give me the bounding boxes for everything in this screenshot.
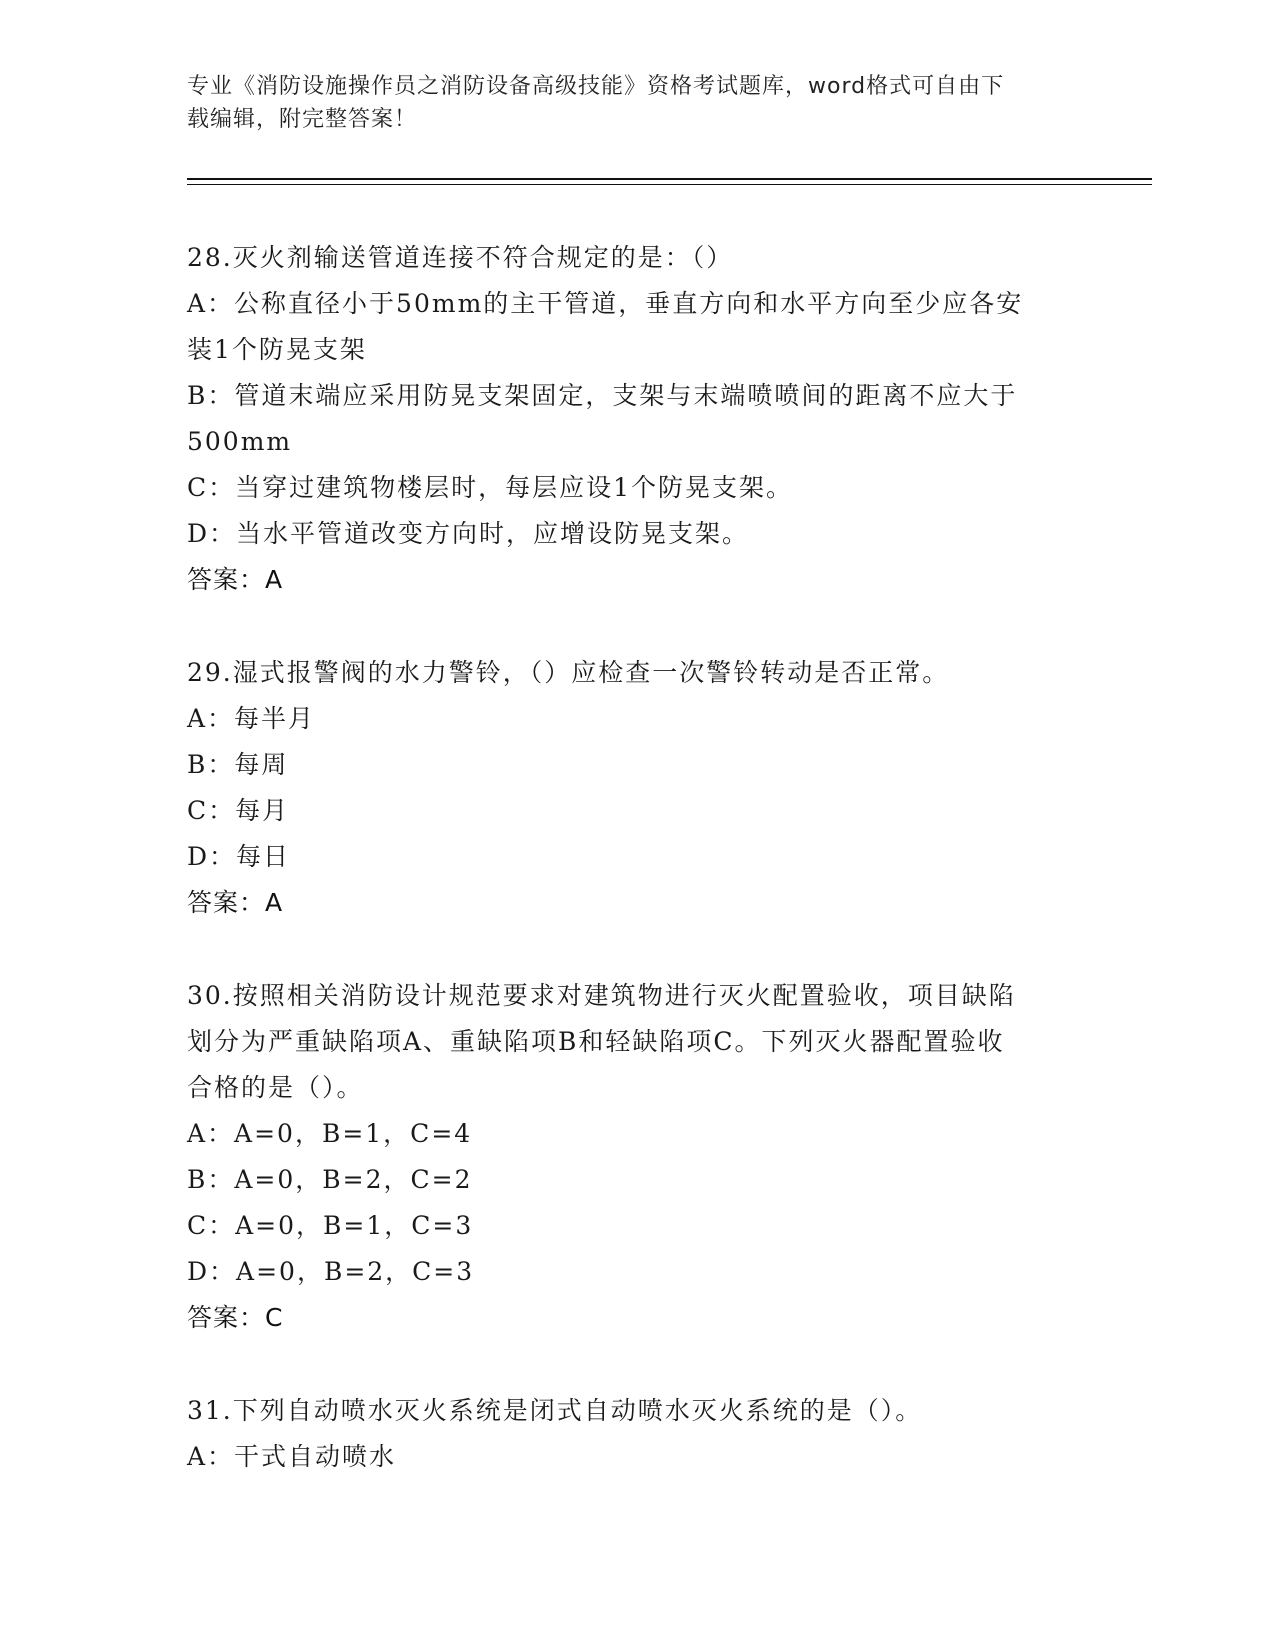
option-b: B：A=0，B=2，C=2 bbox=[187, 1165, 473, 1194]
answer-label: 答案：C bbox=[187, 1303, 284, 1332]
option-d: D：每日 bbox=[187, 842, 291, 871]
header-line-2: 载编辑，附完整答案！ bbox=[187, 107, 418, 132]
option-line: 装1个防晃支架 bbox=[187, 335, 367, 364]
option-line: 500mm bbox=[187, 427, 293, 456]
option-b: B：每周 bbox=[187, 750, 289, 779]
answer-label: 答案：A bbox=[187, 888, 284, 917]
header-line-1: 专业《消防设施操作员之消防设备高级技能》资格考试题库，word格式可自由下 bbox=[187, 74, 1005, 99]
option-a bbox=[187, 281, 1087, 373]
option-c: C：A=0，B=1，C=3 bbox=[187, 1211, 474, 1240]
option-a: A：A=0，B=1，C=4 bbox=[187, 1119, 473, 1148]
option-b bbox=[187, 373, 1087, 465]
question-stem: 30.按照相关消防设计规范要求对建筑物进行灭火配置验收，项目缺陷 bbox=[187, 981, 1016, 1010]
header-divider-top bbox=[187, 178, 1152, 180]
option-c: C：当穿过建筑物楼层时，每层应设1个防晃支架。 bbox=[187, 473, 794, 502]
answer-label: 答案：A bbox=[187, 565, 284, 594]
question-stem-continued: 划分为严重缺陷项A、重缺陷项B和轻缺陷项C。下列灭火器配置验收 bbox=[187, 1027, 1005, 1056]
question-31 bbox=[187, 1388, 1087, 1480]
header-divider-bottom bbox=[187, 184, 1152, 185]
document-header bbox=[187, 70, 1087, 136]
question-30 bbox=[187, 973, 1087, 1341]
option-line: B：管道末端应采用防晃支架固定，支架与末端喷喷间的距离不应大于 bbox=[187, 381, 1018, 410]
question-29 bbox=[187, 650, 1087, 926]
question-28 bbox=[187, 235, 1087, 603]
option-d: D：当水平管道改变方向时，应增设防晃支架。 bbox=[187, 519, 750, 548]
option-a: A：干式自动喷水 bbox=[187, 1442, 397, 1471]
question-stem-continued: 合格的是（）。 bbox=[187, 1073, 364, 1102]
option-a: A：每半月 bbox=[187, 704, 316, 733]
option-d: D：A=0，B=2，C=3 bbox=[187, 1257, 475, 1286]
option-line: A：公称直径小于50mm的主干管道，垂直方向和水平方向至少应各安 bbox=[187, 289, 1024, 318]
question-stem: 28.灭火剂输送管道连接不符合规定的是：（） bbox=[187, 243, 734, 272]
question-list bbox=[187, 235, 1087, 1527]
question-stem: 29.湿式报警阀的水力警铃，（）应检查一次警铃转动是否正常。 bbox=[187, 658, 950, 687]
question-stem: 31.下列自动喷水灭火系统是闭式自动喷水灭火系统的是（）。 bbox=[187, 1396, 923, 1425]
option-c: C：每月 bbox=[187, 796, 290, 825]
